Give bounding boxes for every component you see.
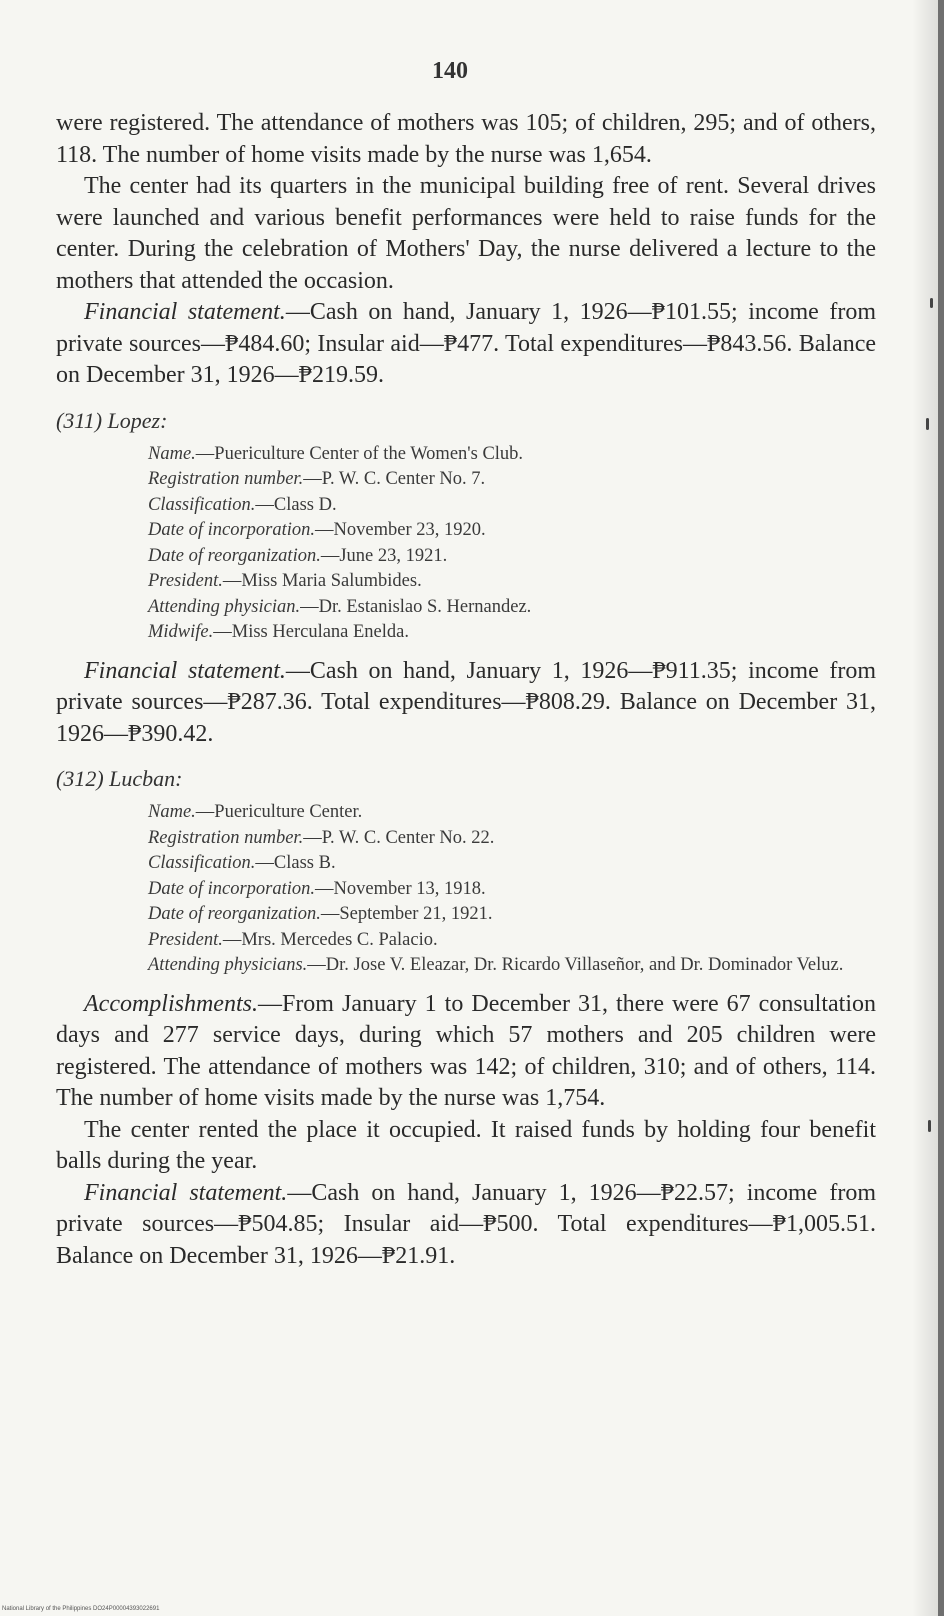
detail-item — [148, 800, 876, 826]
scan-speck — [930, 298, 933, 308]
detail-value: —Miss Maria Salumbides. — [222, 571, 422, 591]
detail-list-lopez — [56, 442, 876, 646]
page-content — [56, 108, 876, 1272]
footer-stamp: National Library of the Philippines DO24P00004393022691 — [2, 1606, 160, 1612]
lucban-financial-statement — [56, 1178, 876, 1273]
detail-item — [148, 518, 876, 544]
detail-list-lucban — [56, 800, 876, 979]
detail-item — [148, 467, 876, 493]
lopez-financial-statement — [56, 656, 876, 751]
detail-item — [148, 902, 876, 928]
detail-label: Registration number. — [148, 469, 304, 489]
detail-value: —November 23, 1920. — [315, 520, 486, 540]
detail-value: —Miss Herculana Enelda. — [213, 622, 409, 642]
detail-item — [148, 826, 876, 852]
detail-item — [148, 569, 876, 595]
detail-item — [148, 620, 876, 646]
detail-label: Date of incorporation. — [148, 520, 316, 540]
detail-label: Attending physician. — [148, 596, 301, 617]
detail-label: President. — [148, 571, 223, 591]
lucban-funds-paragraph — [56, 1115, 876, 1178]
section-place: Lucban: — [109, 766, 183, 791]
detail-label: Name. — [148, 443, 196, 464]
detail-item — [148, 851, 876, 877]
intro-paragraph-2: The center had its quarters in the municipal building free of rent. Several drives were launched and various benefit performances were held to raise funds for the center. During the celebration of Mothers' Day, the nurse delivered a lecture to the mothers that attended the occasion. — [56, 173, 876, 294]
paragraph-label: Financial statement. — [84, 657, 286, 684]
detail-value: —Class D. — [255, 494, 337, 515]
detail-label: Classification. — [148, 494, 256, 515]
detail-value: —November 13, 1918. — [315, 878, 486, 899]
section-heading-lopez — [56, 406, 876, 436]
paragraph-text: —Cash on hand, January 1, 1926—₱22.57; income from private sources—₱504.85; Insular aid—₱500. Total expenditures—₱1,005.51. Balance on December 31, 1926—₱21.91. — [56, 1179, 876, 1269]
intro-financial-statement — [56, 297, 876, 392]
detail-label: Date of reorganization. — [148, 904, 321, 924]
paragraph-label: Financial statement. — [84, 1179, 288, 1206]
detail-label: Date of incorporation. — [148, 878, 316, 899]
detail-label: President. — [148, 929, 223, 950]
detail-value: —Dr. Estanislao S. Hernandez. — [300, 596, 532, 617]
paragraph-text: —Cash on hand, January 1, 1926—₱911.35; income from private sources—₱287.36. Total expenditures—₱808.29. Balance on December 31, 1926—₱390.42. — [56, 657, 876, 747]
page-edge-shadow — [912, 0, 938, 1616]
paragraph-label: Financial statement. — [84, 299, 286, 325]
page-number: 140 — [432, 58, 468, 84]
detail-value: —Class B. — [255, 853, 336, 873]
detail-value: —Dr. Jose V. Eleazar, Dr. Ricardo Villaseñor, and Dr. Dominador Veluz. — [307, 955, 844, 975]
detail-value: —Puericulture Center. — [195, 802, 363, 822]
section-place: Lopez: — [107, 407, 168, 433]
detail-label: Classification. — [148, 853, 256, 873]
section-number: (311) — [56, 407, 103, 433]
intro-paragraph-1: were registered. The attendance of mothers was 105; of children, 295; and of others, 118. The number of home visits made by the nurse was 1,654. — [56, 110, 876, 168]
detail-value: —Mrs. Mercedes C. Palacio. — [222, 929, 438, 950]
detail-item — [148, 493, 876, 519]
detail-item — [148, 928, 876, 954]
paragraph-text: —Cash on hand, January 1, 1926—₱101.55; income from private sources—₱484.60; Insular aid—₱477. Total expenditures—₱843.56. Balance on December 31, 1926—₱219.59. — [56, 299, 876, 388]
detail-item — [148, 595, 876, 621]
section-number: (312) — [56, 766, 104, 791]
paragraph-label: Accomplishments. — [84, 990, 258, 1017]
paragraph-text: —From January 1 to December 31, there were 67 consultation days and 277 service days, during which 57 mothers and 205 children were registered. The attendance of mothers was 142; of children, 310; and of others, 114. The number of home visits made by the nurse was 1,754. — [56, 990, 876, 1111]
detail-item — [148, 442, 876, 468]
detail-label: Registration number. — [148, 827, 304, 848]
section-heading-lucban — [56, 764, 876, 794]
paragraph-text: The center rented the place it occupied. It raised funds by holding four benefit balls during the year. — [56, 1116, 876, 1174]
detail-value: —June 23, 1921. — [320, 545, 448, 566]
detail-label: Attending physicians. — [148, 955, 308, 975]
scan-speck — [926, 418, 929, 430]
lucban-accomplishments — [56, 989, 876, 1115]
detail-value: —P. W. C. Center No. 7. — [303, 469, 486, 489]
detail-value: —September 21, 1921. — [320, 904, 493, 924]
detail-item — [148, 877, 876, 903]
detail-label: Midwife. — [148, 622, 214, 642]
detail-item — [148, 953, 876, 979]
detail-label: Date of reorganization. — [148, 545, 321, 566]
detail-value: —P. W. C. Center No. 22. — [303, 827, 495, 848]
scan-speck — [928, 1120, 931, 1132]
detail-value: —Puericulture Center of the Women's Club. — [195, 443, 524, 464]
detail-label: Name. — [148, 802, 196, 822]
detail-item — [148, 544, 876, 570]
